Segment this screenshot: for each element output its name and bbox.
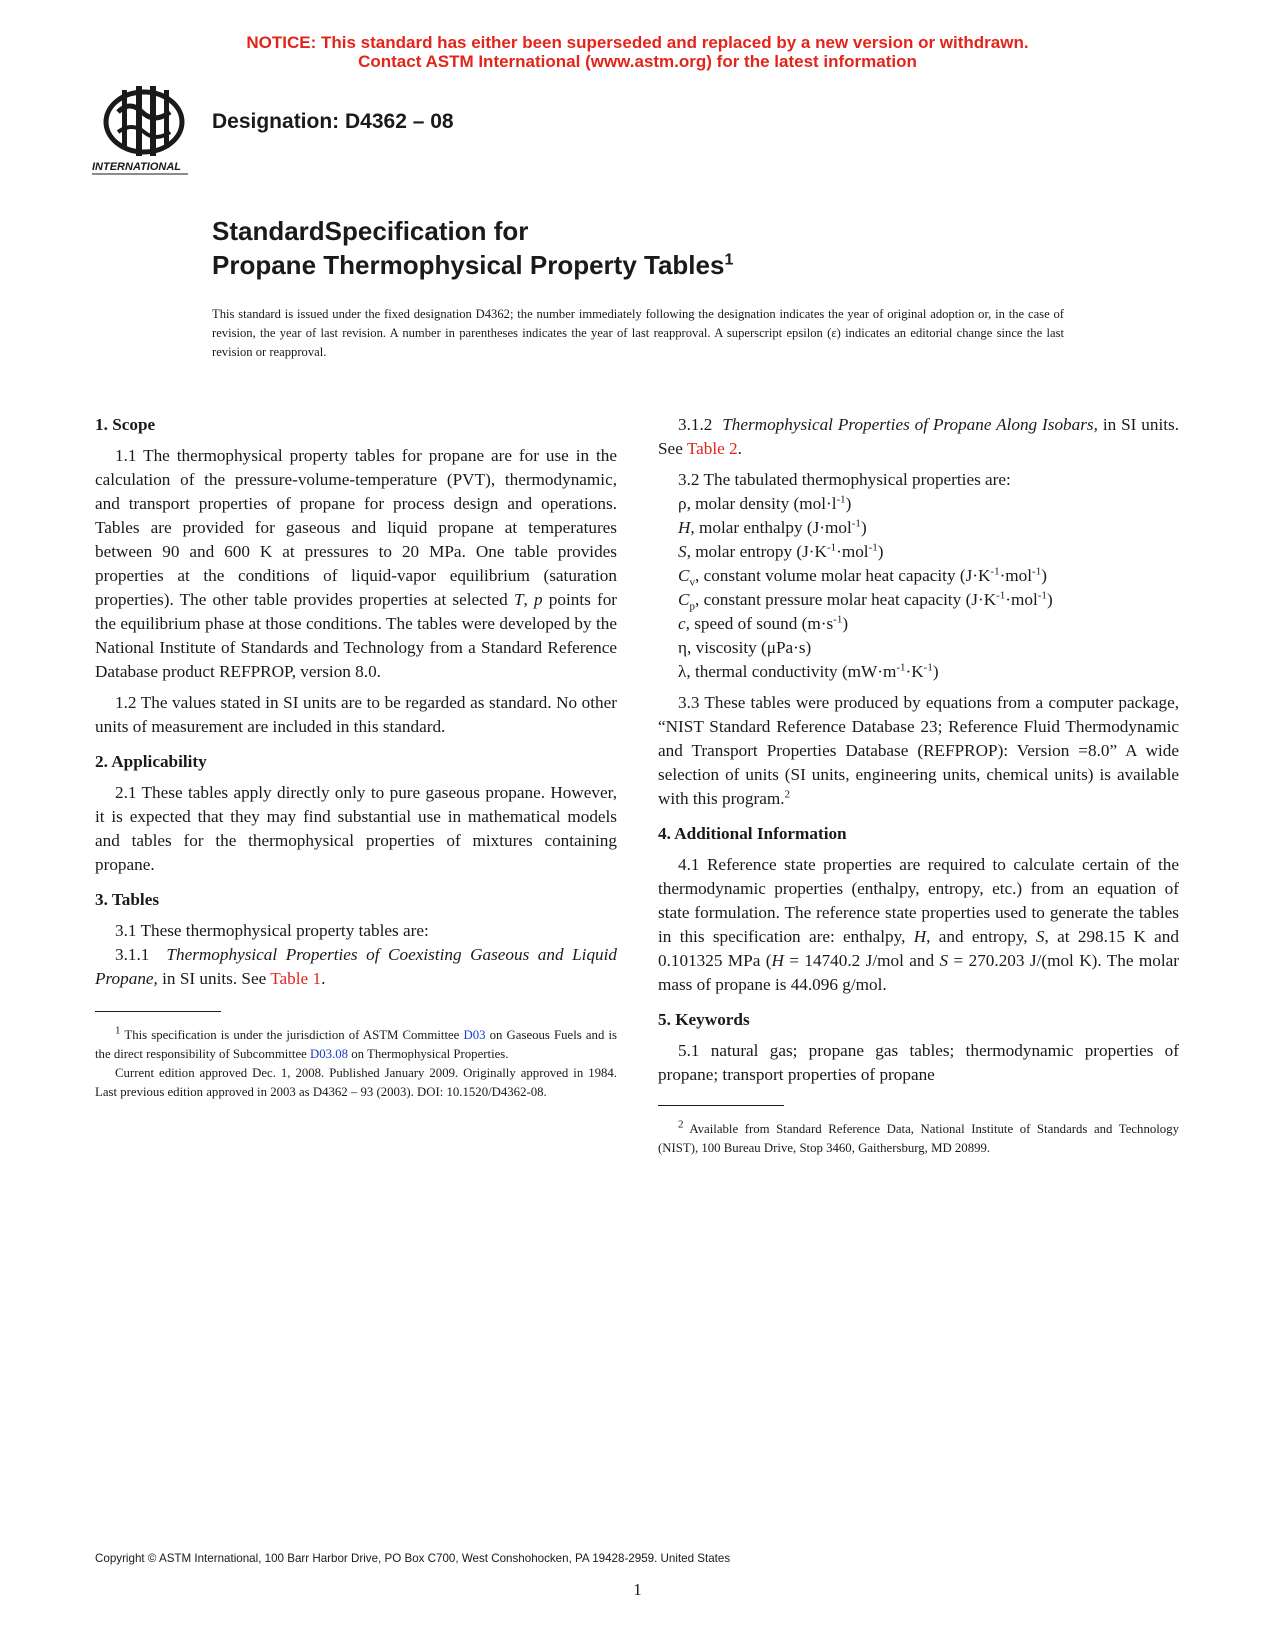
property-item: ρ, molar density $(mol\cdot l^{-1})$: [678, 493, 852, 513]
footnote-2: $^2$ Available from Standard Reference Data, National Institute of Standards and Technology (NIST), 100 Bureau Drive, Stop 3460, Gaithersburg, MD 20899.: [658, 1118, 1179, 1155]
designation: Designation: D4362 – 08: [212, 110, 454, 133]
property-item: $C_p$, constant pressure molar heat capacity $(J\cdot K^{-1}\cdot mol^{-1})$: [678, 589, 1053, 613]
astm-logo-icon: [92, 82, 202, 182]
notice-line-2[interactable]: Contact ASTM International (www.astm.org) for the latest information: [358, 52, 917, 71]
copyright: Copyright © ASTM International, 100 Barr Harbor Drive, PO Box C700, West Conshohocken, PA 19428-2959. United States: [95, 1552, 731, 1565]
footnote-rule-2: [658, 1105, 784, 1106]
subcommittee-d03-08-link[interactable]: D03.08: [310, 1047, 349, 1061]
property-item: H, molar enthalpy (J·mol$^{-1}$): [678, 517, 867, 537]
page-number: 1: [633, 1580, 642, 1599]
property-item: λ, thermal conductivity $(mW\cdot m^{-1}\cdot K^{-1})$: [678, 661, 939, 681]
tables-3-3: 3.3 These tables were produced by equations from a computer package, “NIST Standard Reference Database 23; Reference Fluid Thermodynamic and Transport Properties Database (REFPROP): Version =8.0” A wide selection of units (SI units, engineering units, chemical units) is available with this program.$^2$: [658, 693, 1179, 808]
logo-subtitle: INTERNATIONAL: [92, 161, 182, 173]
section-tables-heading: 3. Tables: [95, 890, 160, 909]
right-column: [658, 413, 1179, 1158]
table-2-link[interactable]: Table 2: [686, 439, 738, 458]
tables-3-1-1: 3.1.1 Thermophysical Properties of Coexisting Gaseous and Liquid Propane, in SI units. See Table 1.: [95, 945, 617, 988]
keywords-5-1: 5.1 natural gas; propane gas tables; thermodynamic properties of propane; transport properties of propane: [658, 1041, 1179, 1084]
section-scope-heading: 1. Scope: [95, 415, 156, 434]
property-item: $C_v$, constant volume molar heat capacity $(J\cdot K^{-1}\cdot mol^{-1})$: [678, 565, 1047, 589]
scope-1-2: 1.2 The values stated in SI units are to be regarded as standard. No other units of measurement are included in this standard.: [95, 693, 617, 736]
preamble: This standard is issued under the fixed designation D4362; the number immediately following the designation indicates the year of original adoption or, in the case of revision, the year of last revision. A number in parentheses indicates the year of last reapproval. A superscript epsilon (ε) indicates an editorial change since the last revision or reapproval.: [212, 307, 1064, 359]
tables-3-1: 3.1 These thermophysical property tables are:: [115, 921, 429, 940]
section-additional-heading: 4. Additional Information: [658, 824, 847, 843]
footnote-rule: [95, 1011, 221, 1012]
committee-d03-link[interactable]: D03: [463, 1028, 486, 1042]
notice-line-1: NOTICE: This standard has either been superseded and replaced by a new version or withdrawn.: [246, 33, 1029, 52]
property-item: η, viscosity (μPa·s): [678, 638, 812, 657]
title-line-2: Propane Thermophysical Property Tables: [212, 250, 725, 280]
section-keywords-heading: 5. Keywords: [658, 1010, 750, 1029]
applicability-2-1: 2.1 These tables apply directly only to pure gaseous propane. However, it is expected that they may find substantial use in mathematical models and tables for the thermophysical properties of mixtures containing propane.: [95, 783, 617, 874]
section-applicability-heading: 2. Applicability: [95, 752, 207, 771]
superseded-notice: [0, 33, 1275, 71]
document-title: [212, 214, 733, 282]
left-column: [95, 413, 617, 1102]
property-list: [658, 492, 1179, 684]
property-item: c, speed of sound $(m\cdot s^{-1})$: [678, 613, 849, 633]
property-item: S, molar entropy $(J\cdot K^{-1}\cdot mol^{-1})$: [678, 541, 884, 561]
tables-3-2: 3.2 The tabulated thermophysical properties are:: [678, 470, 1011, 489]
footnote-1-edition: Current edition approved Dec. 1, 2008. Published January 2009. Originally approved in 1984. Last previous edition approved in 2003 as D4362 – 93 (2003). DOI: 10.1520/D4362-08.: [95, 1066, 617, 1099]
footnote-2-ref[interactable]: 2: [784, 788, 791, 801]
title-footnote-ref[interactable]: 1: [724, 251, 734, 269]
tables-3-1-2: 3.1.2 Thermophysical Properties of Propane Along Isobars, in SI units. See Table 2.: [658, 415, 1180, 458]
footnote-1: $^1$ This specification is under the jurisdiction of ASTM Committee D03 on Gaseous Fuels and is the direct responsibility of Subcommittee D03.08 on Thermophysical Properties.: [95, 1024, 617, 1061]
table-1-link[interactable]: Table 1: [270, 969, 322, 988]
scope-1-1: 1.1 The thermophysical property tables for propane are for use in the calculation of the pressure-volume-temperature (PVT), thermodynamic, and transport properties of propane for process design and operations. Tables are provided for gaseous and liquid propane at temperatures between 90 and 600 K at pressures to 20 MPa. One table provides properties at the conditions of liquid-vapor equilibrium (saturation properties). The other table provides properties at selected T, p points for the equilibrium phase at those conditions. The tables were developed by the National Institute of Standards and Technology from a Standard Reference Database product REFPROP, version 8.0.: [95, 446, 618, 681]
title-line-1: StandardSpecification for: [212, 216, 529, 246]
additional-4-1: 4.1 Reference state properties are required to calculate certain of the thermodynamic properties (enthalpy, entropy, etc.) from an equation of state formulation. The reference state properties used to generate the tables in this specification are: enthalpy, H, and entropy, S, at 298.15 K and 0.101325 MPa (H = 14740.2 J/mol and S = 270.203 J/(mol K). The molar mass of propane is 44.096 g/mol.: [658, 855, 1179, 994]
